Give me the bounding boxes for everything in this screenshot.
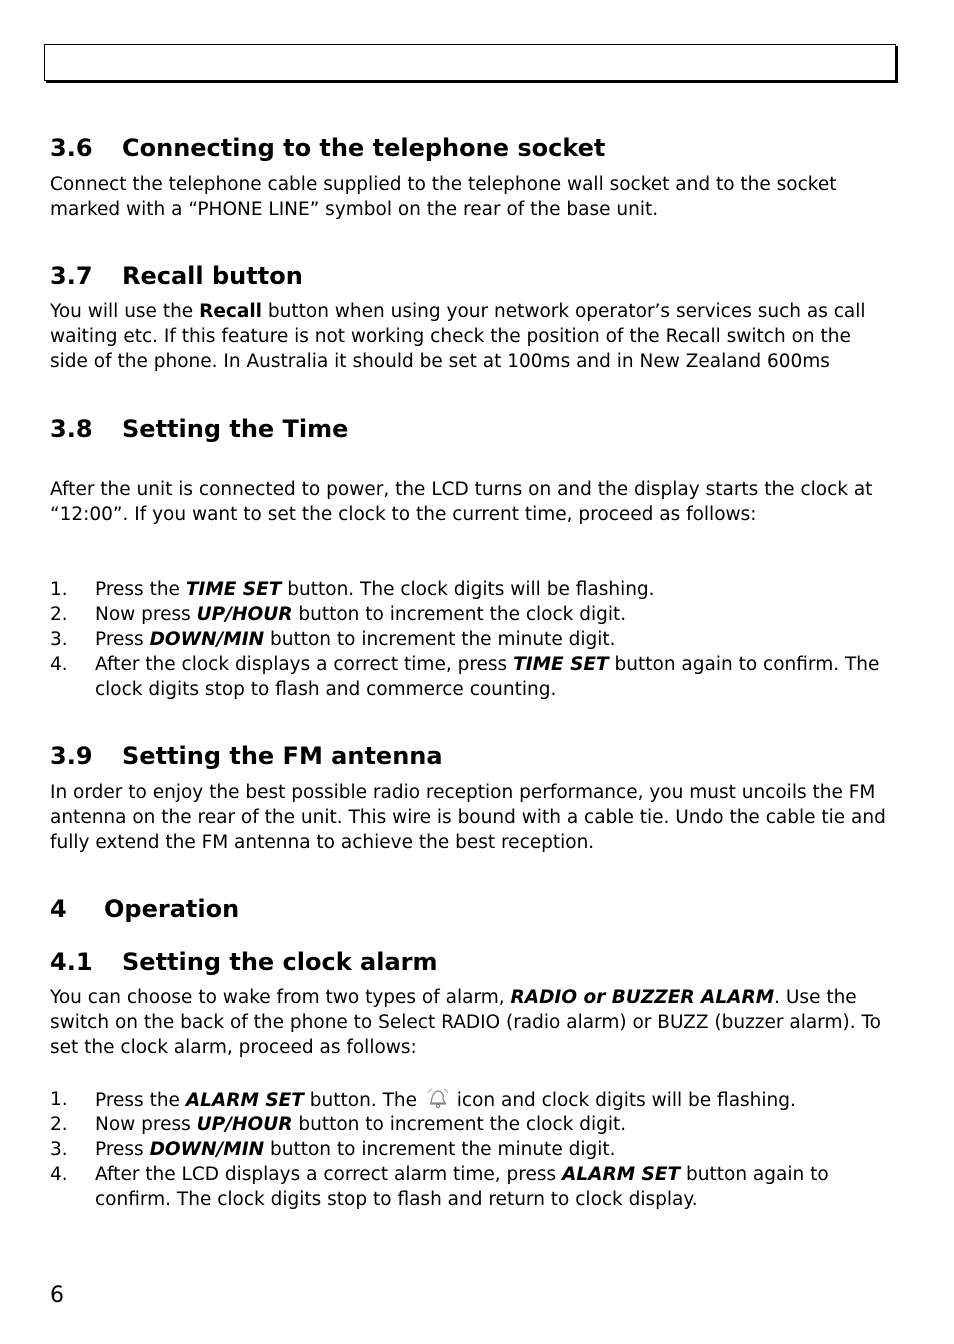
list-item: 2. Now press UP/HOUR button to increment the clock digit.: [50, 604, 627, 625]
list-item: 3. Press DOWN/MIN button to increment the minute digit.: [50, 1139, 616, 1160]
heading-4-1: 4.1 Setting the clock alarm: [50, 948, 438, 976]
list-item: 3. Press DOWN/MIN button to increment the minute digit.: [50, 629, 616, 650]
header-box: [44, 44, 896, 81]
list-item: 4. After the LCD displays a correct alarm time, press ALARM SET button again to confirm. The clock digits stop to flash and return to clock display.: [50, 1164, 829, 1210]
heading-3-8: 3.8 Setting the Time: [50, 415, 349, 443]
paragraph-3-8: After the unit is connected to power, the LCD turns on and the display starts the clock at “12:00”. If you want to set the clock to the current time, proceed as follows:: [50, 479, 873, 525]
list-item: 1. Press the TIME SET button. The clock digits will be flashing.: [50, 579, 655, 600]
heading-3-7: 3.7 Recall button: [50, 262, 303, 290]
list-item: 2. Now press UP/HOUR button to increment the clock digit.: [50, 1114, 627, 1135]
alarm-bell-icon: [425, 1087, 449, 1109]
paragraph-4-1: You can choose to wake from two types of alarm, RADIO or BUZZER ALARM. Use the switch on the back of the phone to Select RADIO (radio alarm) or BUZZ (buzzer alarm). To set the clock alarm, proceed as follows:: [50, 987, 881, 1058]
page-number: 6: [50, 1283, 64, 1308]
list-item: 4. After the clock displays a correct time, press TIME SET button again to confirm. The clock digits stop to flash and commerce counting.: [50, 654, 880, 700]
paragraph-3-9: In order to enjoy the best possible radio reception performance, you must uncoils the FM antenna on the rear of the unit. This wire is bound with a cable tie. Undo the cable tie and fully extend the FM antenna to achieve the best reception.: [50, 782, 886, 853]
alarm-types-term: RADIO or BUZZER ALARM: [510, 987, 775, 1008]
paragraph-3-6: Connect the telephone cable supplied to the telephone wall socket and to the socket marked with a “PHONE LINE” symbol on the rear of the base unit.: [50, 174, 837, 220]
heading-3-6: 3.6 Connecting to the telephone socket: [50, 134, 606, 162]
heading-4: 4 Operation: [50, 895, 240, 923]
heading-3-9: 3.9 Setting the FM antenna: [50, 742, 443, 770]
list-item: 1. Press the ALARM SET button. The icon and clock digits will be flashing.: [50, 1089, 796, 1111]
recall-term: Recall: [199, 301, 263, 322]
paragraph-3-7: You will use the Recall button when using your network operator’s services such as call waiting etc. If this feature is not working check the position of the Recall switch on the side of the phone. In Australia it should be set at 100ms and in New Zealand 600ms: [50, 301, 866, 372]
